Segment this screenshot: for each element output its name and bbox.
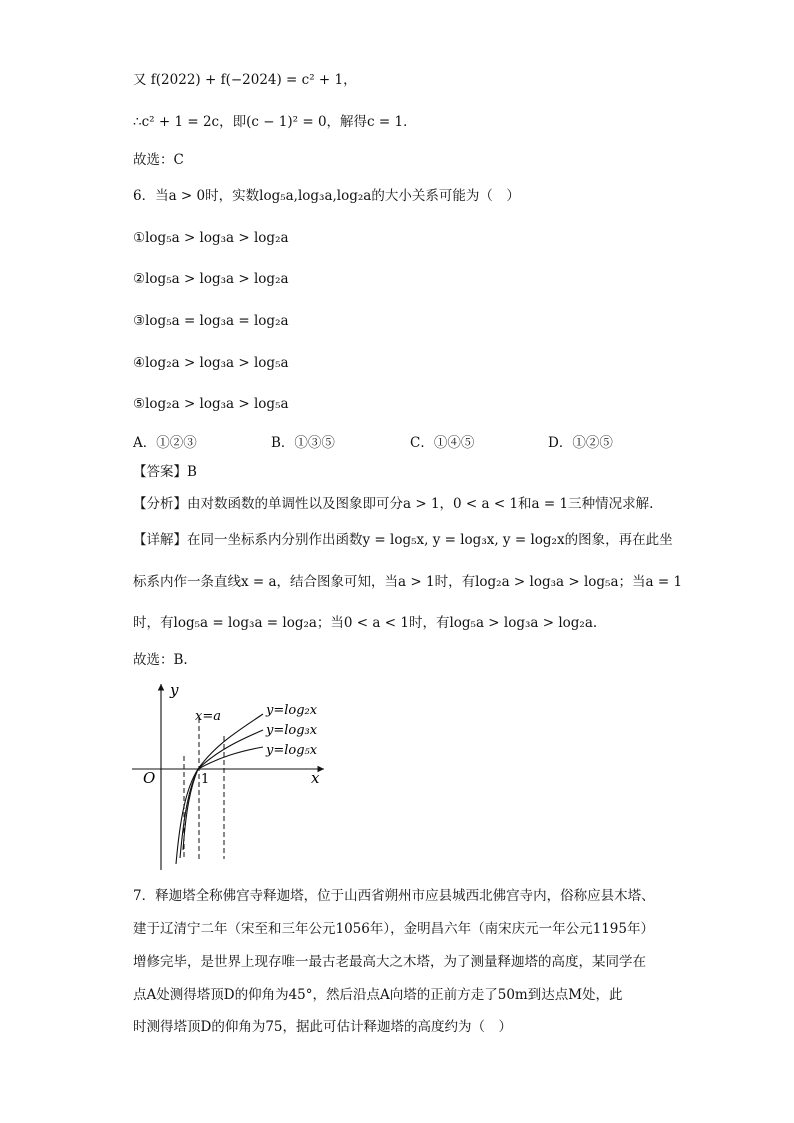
prev-answer-choice: 故选：C [133,152,184,168]
chosen-answer: 故选：B. [133,652,188,668]
curve-log2-label: y=log₂x [266,703,318,718]
origin-label: O [143,769,156,787]
curve-log5-label: y=log₅x [266,743,318,758]
curve-log2 [176,714,263,864]
y-axis-label: y [170,681,179,699]
analysis-line: 【分析】由对数函数的单调性以及图象即可分a > 1，0 < a < 1和a = 1三种情况求解. [133,496,654,512]
line-x-equals-a-label: x=a [195,709,221,724]
tick-label-1: 1 [201,772,210,787]
question-6-stem: 6．当a > 0时，实数log₅a,log₃a,log₂a的大小关系可能为（ ） [133,188,520,204]
option-c: C．①④⑤ [410,435,475,451]
option-d: D．①②⑤ [548,435,613,451]
statement-2: ②log₅a > log₃a > log₂a [133,271,289,287]
question-7-line-2: 建于辽清宁二年（宋至和三年公元1056年），金明昌六年（南宋庆元一年公元1195年） [133,921,654,937]
detail-line-2: 标系内作一条直线x = a，结合图象可知，当a > 1时，有log₂a > log₃a > log₅a；当a = 1 [133,574,683,590]
log-function-graph [128,678,338,878]
option-b: B．①③⑤ [271,435,335,451]
detail-line-3: 时，有log₅a = log₃a = log₂a；当0 < a < 1时，有log₅a > log₃a > log₂a. [133,615,598,631]
question-7-line-5: 时测得塔顶D的仰角为75，据此可估计释迦塔的高度约为（ ） [133,1019,513,1035]
statement-1: ①log₅a > log₃a > log₂a [133,230,289,246]
option-a: A．①②③ [133,435,197,451]
curve-log5 [183,747,263,850]
statement-4: ④log₂a > log₃a > log₅a [133,355,289,371]
detail-line-1: 【详解】在同一坐标系内分别作出函数y = log₅x, y = log₃x, y = log₂x的图象，再在此坐 [133,532,673,548]
question-7-line-4: 点A处测得塔顶D的仰角为45°，然后沿点A向塔的正前方走了50m到达点M处，此 [133,987,623,1003]
answer-line: 【答案】B [133,464,197,480]
prev-solution-line-2: ∴c² + 1 = 2c，即(c − 1)² = 0，解得c = 1． [133,114,417,130]
prev-solution-line-1: 又 f(2022) + f(−2024) = c² + 1， [133,72,357,88]
x-axis-label: x [311,769,320,787]
curve-log3-label: y=log₃x [266,723,318,738]
question-7-line-1: 7．释迦塔全称佛宫寺释迦塔，位于山西省朔州市应县城西北佛宫寺内，俗称应县木塔、 [133,888,655,904]
statement-5: ⑤log₂a > log₃a > log₅a [133,396,289,412]
statement-3: ③log₅a = log₃a = log₂a [133,313,289,329]
question-7-line-3: 增修完毕，是世界上现存唯一最古老最高大之木塔，为了测量释迦塔的高度，某同学在 [133,954,646,970]
